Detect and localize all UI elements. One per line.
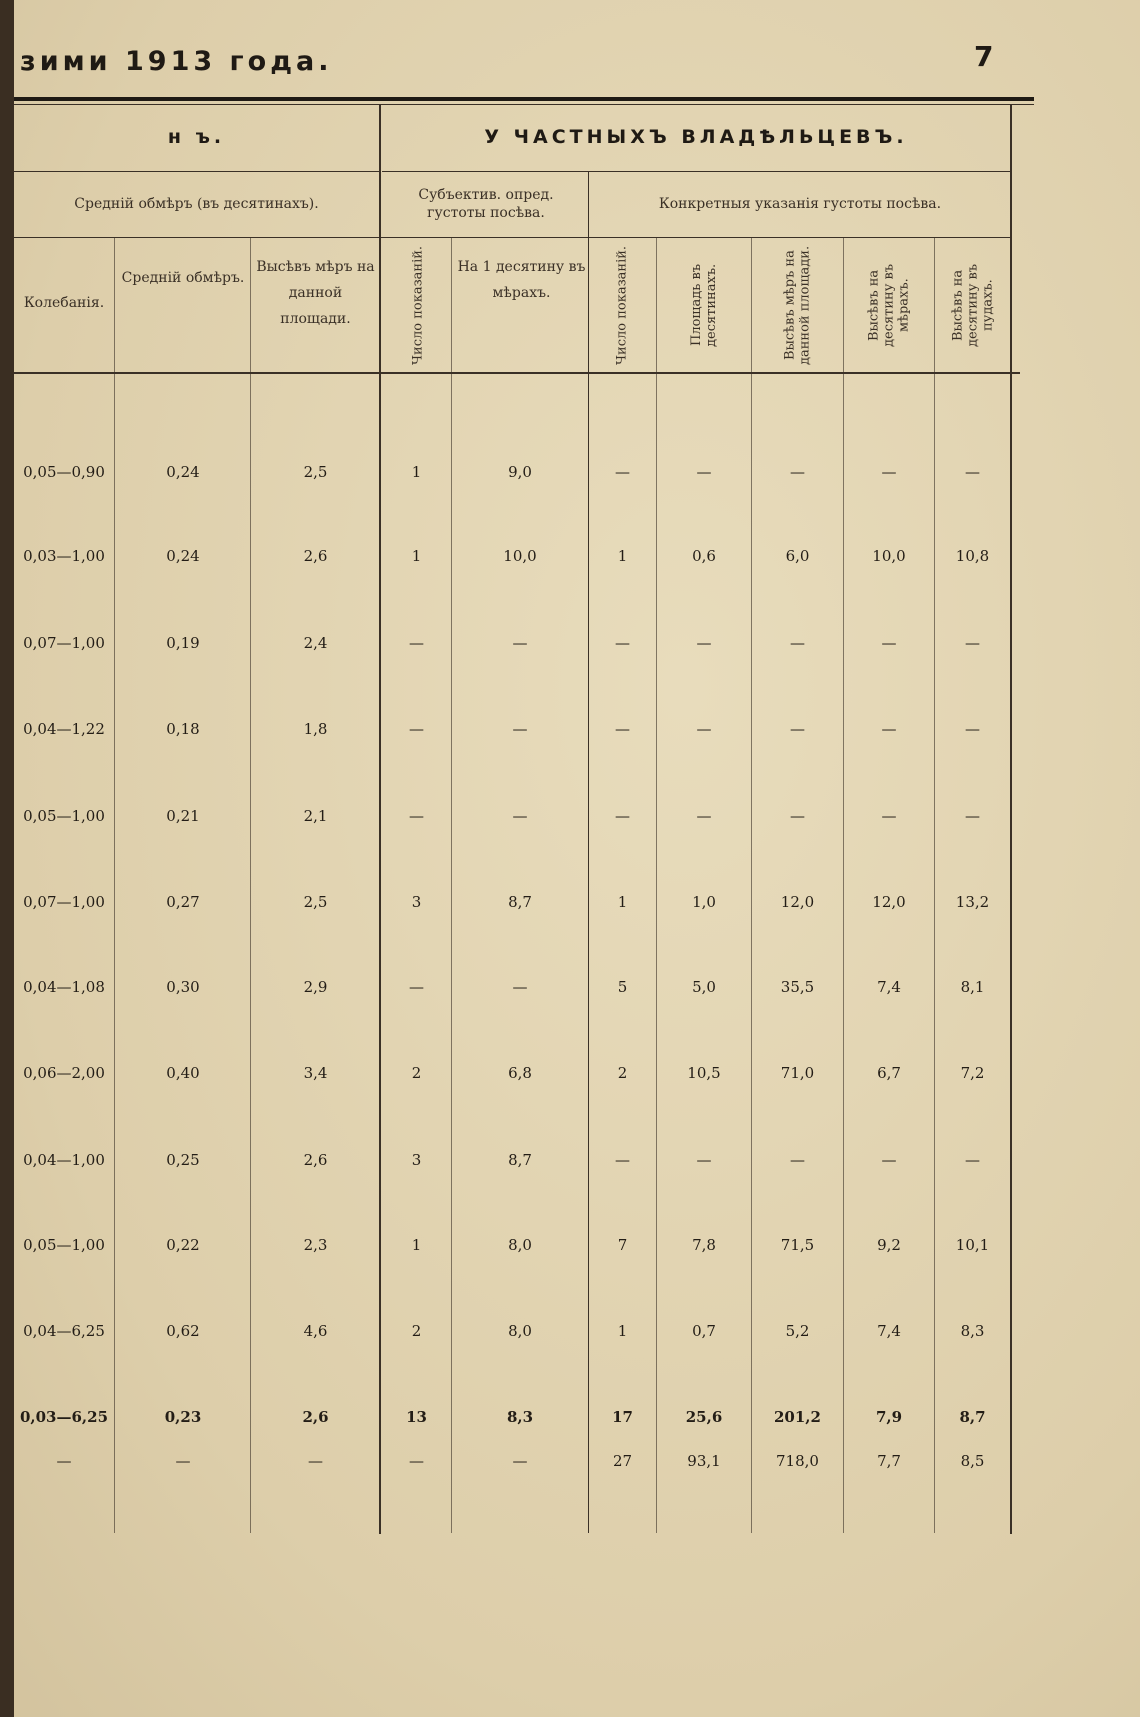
cell-per-desiatina: —	[512, 634, 528, 652]
col-header-seeding-mery: Высѣвъ на десятину въ мѣрахъ.	[866, 263, 912, 347]
cell-seeding-mery: —	[881, 1151, 897, 1169]
cell-seeding: 2,5	[303, 893, 328, 911]
cell-seeding-pudy: 8,1	[960, 978, 985, 996]
cell-seeding-area: —	[790, 463, 805, 481]
cell-seeding: 4,6	[303, 1322, 328, 1340]
cell-avg-size: 0,27	[166, 893, 200, 911]
cell-count-conc: 17	[612, 1408, 633, 1426]
cell-count-subj: 1	[411, 547, 422, 565]
cell-seeding-pudy: —	[965, 1151, 980, 1169]
cell-seeding-pudy: 10,8	[955, 547, 990, 565]
cell-count-subj: 2	[411, 1064, 422, 1082]
cell-count-conc: —	[615, 463, 630, 481]
cell-count-conc: —	[615, 634, 630, 652]
col-divider-1	[114, 238, 115, 1533]
col-header-count-conc: Число показаній.	[614, 245, 630, 365]
cell-avg-size: —	[175, 1452, 191, 1470]
cell-per-desiatina: 8,3	[506, 1408, 534, 1426]
cell-seeding: —	[308, 1452, 323, 1470]
cell-per-desiatina: —	[512, 807, 528, 825]
cell-seeding: 2,1	[303, 807, 328, 825]
cell-per-desiatina: 8,7	[508, 1151, 532, 1169]
cell-seeding-area: —	[790, 1151, 805, 1169]
cell-count-subj: —	[409, 1452, 424, 1470]
rule-subgroups	[14, 237, 1010, 238]
cell-area: 1,0	[692, 893, 716, 911]
cell-count-conc: —	[615, 720, 630, 738]
col-header-avg-size: Средній обмѣръ.	[121, 270, 245, 286]
cell-range: 0,04—1,08	[23, 978, 105, 996]
subgroup-subjective: Субъектив. опред. густоты посѣва.	[418, 187, 554, 221]
cell-seeding-mery: 7,9	[875, 1408, 903, 1426]
group-right-title: У ЧАСТНЫХЪ ВЛАДѢЛЬЦЕВЪ.	[484, 126, 908, 148]
cell-avg-size: 0,22	[166, 1236, 200, 1254]
cell-seeding-mery: 7,7	[877, 1452, 901, 1470]
cell-seeding-area: —	[790, 634, 805, 652]
cell-seeding-mery: —	[881, 807, 897, 825]
cell-seeding-area: 12,0	[780, 893, 815, 911]
cell-range: 0,04—1,00	[23, 1151, 105, 1169]
col-header-area: Площадь въ десятинахъ.	[689, 263, 719, 347]
cell-count-subj: 3	[411, 1151, 422, 1169]
cell-avg-size: 0,23	[164, 1408, 202, 1426]
cell-seeding-area: 35,5	[780, 978, 815, 996]
cell-area: 0,6	[692, 547, 716, 565]
cell-range: 0,03—6,25	[19, 1408, 109, 1426]
cell-seeding-pudy: —	[965, 463, 980, 481]
cell-seeding: 3,4	[303, 1064, 328, 1082]
cell-avg-size: 0,40	[166, 1064, 200, 1082]
col-divider-main	[379, 104, 381, 1534]
top-rule	[14, 97, 1034, 101]
cell-range: 0,05—1,00	[23, 1236, 105, 1254]
cell-seeding-mery: 9,2	[877, 1236, 901, 1254]
cell-seeding-pudy: 8,7	[959, 1408, 986, 1426]
cell-avg-size: 0,24	[166, 463, 200, 481]
cell-seeding-mery: —	[881, 463, 897, 481]
cell-seeding-area: 71,5	[780, 1236, 815, 1254]
col-header-per-desiatina: На 1 десятину въ мѣрахъ.	[457, 259, 586, 301]
cell-area: —	[696, 1151, 712, 1169]
cell-count-conc: 1	[617, 547, 628, 565]
cell-area: —	[696, 807, 712, 825]
cell-count-subj: —	[409, 807, 424, 825]
cell-seeding-pudy: 8,5	[960, 1452, 985, 1470]
cell-avg-size: 0,21	[166, 807, 200, 825]
cell-per-desiatina: 8,0	[508, 1236, 532, 1254]
cell-per-desiatina: —	[512, 1452, 528, 1470]
cell-seeding: 2,6	[303, 1151, 328, 1169]
cell-seeding: 2,3	[303, 1236, 328, 1254]
cell-count-conc: 5	[617, 978, 628, 996]
cell-area: 10,5	[687, 1064, 721, 1082]
cell-seeding-mery: 7,4	[877, 1322, 901, 1340]
cell-avg-size: 0,30	[166, 978, 200, 996]
cell-avg-size: 0,62	[166, 1322, 200, 1340]
cell-avg-size: 0,25	[166, 1151, 200, 1169]
cell-seeding: 2,6	[302, 1408, 329, 1426]
cell-seeding: 2,6	[303, 547, 328, 565]
cell-area: 0,7	[692, 1322, 716, 1340]
cell-count-subj: 2	[411, 1322, 422, 1340]
cell-seeding: 2,4	[303, 634, 328, 652]
cell-count-conc: —	[615, 1151, 630, 1169]
cell-seeding-area: —	[790, 807, 805, 825]
cell-count-conc: 7	[617, 1236, 628, 1254]
cell-seeding-pudy: —	[965, 634, 980, 652]
cell-per-desiatina: —	[512, 978, 528, 996]
cell-area: 7,8	[692, 1236, 716, 1254]
cell-seeding: 2,9	[303, 978, 328, 996]
cell-seeding-mery: 10,0	[872, 547, 906, 565]
cell-range: 0,04—1,22	[23, 720, 105, 738]
cell-count-subj: 3	[411, 893, 422, 911]
page-edge	[0, 0, 14, 1717]
header-bottom-rule	[14, 372, 1020, 374]
cell-per-desiatina: 9,0	[508, 463, 532, 481]
running-header: зими 1913 года.	[20, 46, 333, 77]
cell-count-subj: —	[409, 978, 424, 996]
cell-seeding-area: 5,2	[785, 1322, 810, 1340]
cell-count-conc: 1	[617, 1322, 628, 1340]
cell-seeding-area: 71,0	[780, 1064, 815, 1082]
cell-range: 0,06—2,00	[23, 1064, 105, 1082]
cell-count-subj: —	[409, 720, 424, 738]
col-header-range: Колебанія.	[23, 295, 105, 311]
subgroup-concrete: Конкретныя указанія густоты посѣва.	[658, 196, 942, 212]
cell-range: —	[56, 1452, 72, 1470]
cell-seeding-area: 718,0	[776, 1452, 819, 1470]
cell-seeding-mery: 12,0	[872, 893, 906, 911]
cell-seeding-mery: 7,4	[877, 978, 901, 996]
col-divider-2	[250, 238, 251, 1533]
cell-range: 0,04—6,25	[23, 1322, 105, 1340]
cell-per-desiatina: —	[512, 720, 528, 738]
cell-count-conc: —	[615, 807, 630, 825]
cell-count-subj: 1	[411, 463, 422, 481]
cell-count-conc: 1	[617, 893, 628, 911]
cell-avg-size: 0,18	[166, 720, 200, 738]
col-header-seeding: Высѣвъ мѣръ на данной площади.	[256, 259, 375, 327]
cell-seeding-mery: —	[881, 634, 897, 652]
cell-area: —	[696, 720, 712, 738]
rule-left-group	[14, 171, 379, 172]
cell-area: —	[696, 463, 712, 481]
subgroup-average-size: Средній обмѣръ (въ десятинахъ).	[74, 196, 319, 212]
cell-range: 0,05—1,00	[23, 807, 105, 825]
cell-count-subj: —	[409, 634, 424, 652]
cell-seeding-pudy: 10,1	[955, 1236, 990, 1254]
cell-seeding-mery: 6,7	[877, 1064, 901, 1082]
cell-seeding: 2,5	[303, 463, 328, 481]
col-header-count-subj: Число показаній.	[410, 245, 426, 365]
cell-range: 0,07—1,00	[23, 634, 105, 652]
cell-range: 0,05—0,90	[23, 463, 105, 481]
col-header-seeding-area: Высѣвъ мѣръ на данной площади.	[782, 245, 813, 365]
cell-per-desiatina: 6,8	[508, 1064, 532, 1082]
cell-seeding-area: —	[790, 720, 805, 738]
cell-avg-size: 0,19	[166, 634, 200, 652]
cell-count-subj: 1	[411, 1236, 422, 1254]
cell-area: 5,0	[692, 978, 716, 996]
cell-seeding-pudy: 13,2	[955, 893, 990, 911]
cell-seeding-pudy: —	[965, 720, 980, 738]
cell-seeding-pudy: —	[965, 807, 980, 825]
cell-range: 0,07—1,00	[23, 893, 105, 911]
cell-count-conc: 27	[612, 1452, 633, 1470]
cell-seeding-pudy: 7,2	[960, 1064, 985, 1082]
table-right-border	[1010, 104, 1012, 1534]
cell-per-desiatina: 10,0	[503, 547, 537, 565]
rule-right-group	[382, 171, 1010, 172]
cell-per-desiatina: 8,7	[508, 893, 532, 911]
cell-area: —	[696, 634, 712, 652]
top-rule-thin	[14, 104, 1034, 105]
cell-area: 25,6	[685, 1408, 723, 1426]
cell-seeding-area: 201,2	[774, 1408, 821, 1426]
page-number: 7	[974, 40, 994, 73]
col-header-seeding-pudy: Высѣвъ на десятину въ пудахъ.	[950, 263, 996, 347]
cell-count-conc: 2	[617, 1064, 628, 1082]
cell-range: 0,03—1,00	[23, 547, 105, 565]
cell-seeding-mery: —	[881, 720, 897, 738]
cell-seeding-area: 6,0	[785, 547, 810, 565]
cell-seeding: 1,8	[303, 720, 328, 738]
cell-area: 93,1	[687, 1452, 721, 1470]
cell-seeding-pudy: 8,3	[960, 1322, 985, 1340]
cell-count-subj: 13	[406, 1408, 427, 1426]
cell-avg-size: 0,24	[166, 547, 200, 565]
cell-per-desiatina: 8,0	[508, 1322, 532, 1340]
group-left-title: н ъ.	[167, 126, 226, 148]
